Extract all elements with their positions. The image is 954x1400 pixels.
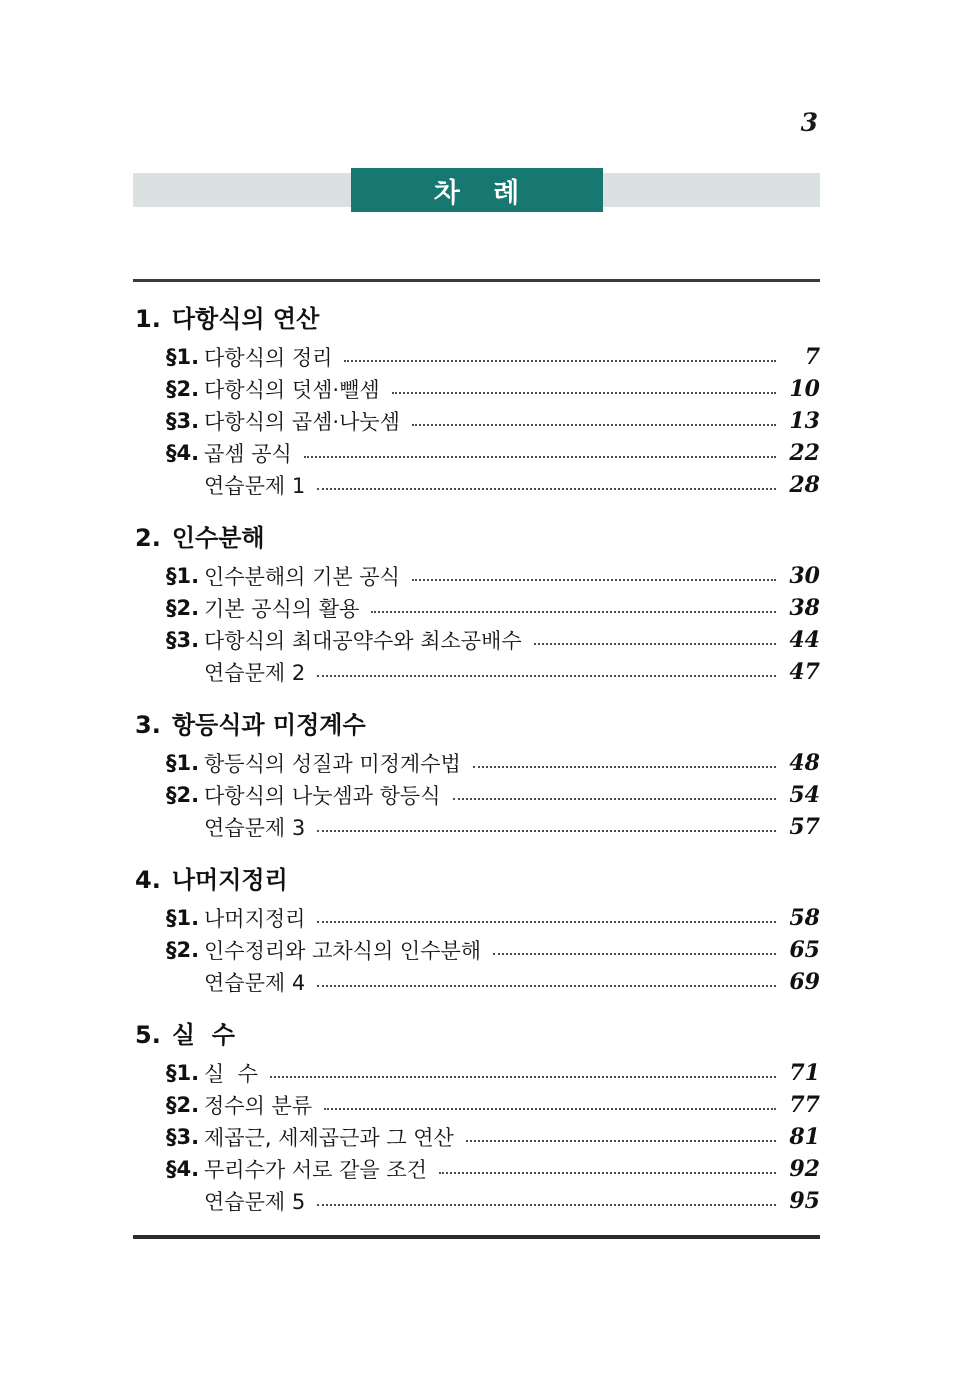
entry-page-number: 28 <box>789 472 820 498</box>
toc-entry <box>133 747 820 779</box>
entry-page-number: 7 <box>804 344 820 370</box>
leader-dots <box>534 643 776 645</box>
entry-section-symbol: §2. <box>166 377 200 401</box>
leader-dots <box>270 1076 776 1078</box>
entry-title: 다항식의 나눗셈과 항등식 <box>204 784 441 808</box>
entry-section-symbol: §4. <box>166 441 200 465</box>
entry-page-number: 48 <box>789 750 820 776</box>
leader-dots <box>317 830 776 832</box>
leader-dots <box>317 488 776 490</box>
leader-dots <box>392 392 776 394</box>
section-title: 실 수 <box>171 1021 235 1049</box>
entry-page-number: 30 <box>789 563 820 589</box>
entry-section-symbol: §1. <box>166 906 200 930</box>
entry-page-number: 92 <box>789 1156 820 1182</box>
leader-dots <box>371 611 776 613</box>
folio-page-number: 3 <box>800 108 818 137</box>
entry-section-symbol: §1. <box>166 564 200 588</box>
section-number: 4. <box>135 866 161 894</box>
toc-entry <box>133 437 820 469</box>
toc-entry <box>133 934 820 966</box>
entry-page-number: 95 <box>789 1188 820 1214</box>
leader-dots <box>412 579 776 581</box>
entry-page-number: 77 <box>789 1092 820 1118</box>
toc-entry <box>133 1121 820 1153</box>
entry-page-number: 57 <box>789 814 820 840</box>
toc-entry-exercise <box>133 469 820 501</box>
bottom-rule <box>133 1235 820 1239</box>
table-of-contents <box>133 279 820 1239</box>
section-heading <box>135 711 820 740</box>
entry-title: 연습문제 2 <box>204 661 306 685</box>
page-title: 차 례 <box>433 177 532 209</box>
leader-dots <box>412 424 776 426</box>
toc-entry <box>133 624 820 656</box>
entry-title: 다항식의 정리 <box>204 346 333 370</box>
entry-title: 기본 공식의 활용 <box>204 597 360 621</box>
entry-title: 연습문제 3 <box>204 816 306 840</box>
section-number: 5. <box>135 1021 161 1049</box>
section-title: 항등식과 미정계수 <box>171 711 366 739</box>
toc-entry <box>133 902 820 934</box>
entry-section-symbol: §1. <box>166 751 200 775</box>
section-title: 나머지정리 <box>171 866 288 894</box>
entry-title: 항등식의 성질과 미정계수법 <box>204 752 461 776</box>
entry-title: 다항식의 최대공약수와 최소공배수 <box>204 629 522 653</box>
entry-title: 인수정리와 고차식의 인수분해 <box>204 939 482 963</box>
toc-entry <box>133 341 820 373</box>
toc-entry-exercise <box>133 966 820 998</box>
section-title: 인수분해 <box>171 524 265 552</box>
entry-title: 정수의 분류 <box>204 1094 313 1118</box>
section-heading <box>135 1021 820 1050</box>
entry-section-symbol: §1. <box>166 345 200 369</box>
entry-page-number: 38 <box>789 595 820 621</box>
entry-title: 실 수 <box>204 1062 258 1086</box>
leader-dots <box>453 798 777 800</box>
leader-dots <box>324 1108 776 1110</box>
toc-entry <box>133 560 820 592</box>
section-heading <box>135 305 820 334</box>
entry-title: 인수분해의 기본 공식 <box>204 565 400 589</box>
leader-dots <box>473 766 776 768</box>
toc-entry <box>133 1153 820 1185</box>
section-heading <box>135 524 820 553</box>
entry-section-symbol: §2. <box>166 1093 200 1117</box>
entry-page-number: 10 <box>789 376 820 402</box>
section-number: 1. <box>135 305 161 333</box>
entry-page-number: 58 <box>789 905 820 931</box>
header-title-box <box>351 168 603 212</box>
toc-entry <box>133 373 820 405</box>
header-band <box>133 173 820 207</box>
section-title: 다항식의 연산 <box>171 305 320 333</box>
toc-entry <box>133 405 820 437</box>
entry-section-symbol: §4. <box>166 1157 200 1181</box>
section-number: 3. <box>135 711 161 739</box>
entry-title: 곱셈 공식 <box>204 442 292 466</box>
entry-section-symbol: §1. <box>166 1061 200 1085</box>
toc-entry-exercise <box>133 811 820 843</box>
entry-section-symbol: §3. <box>166 1125 200 1149</box>
entry-title: 연습문제 4 <box>204 971 306 995</box>
toc-entry-exercise <box>133 1185 820 1217</box>
entry-title: 무리수가 서로 같을 조건 <box>204 1158 427 1182</box>
entry-page-number: 44 <box>789 627 820 653</box>
entry-section-symbol: §2. <box>166 596 200 620</box>
leader-dots <box>304 456 776 458</box>
leader-dots <box>493 953 776 955</box>
entry-page-number: 71 <box>789 1060 820 1086</box>
entry-page-number: 47 <box>789 659 820 685</box>
entry-title: 다항식의 덧셈·뺄셈 <box>204 378 380 402</box>
top-rule <box>133 279 820 282</box>
entry-page-number: 54 <box>789 782 820 808</box>
leader-dots <box>317 921 776 923</box>
leader-dots <box>439 1172 776 1174</box>
toc-entry <box>133 1057 820 1089</box>
entry-section-symbol: §2. <box>166 783 200 807</box>
toc-entry <box>133 779 820 811</box>
entry-title: 나머지정리 <box>204 907 306 931</box>
section-number: 2. <box>135 524 161 552</box>
entry-title: 연습문제 1 <box>204 474 306 498</box>
leader-dots <box>344 360 776 362</box>
entry-section-symbol: §3. <box>166 409 200 433</box>
entry-section-symbol: §2. <box>166 938 200 962</box>
entry-title: 다항식의 곱셈·나눗셈 <box>204 410 400 434</box>
entry-page-number: 13 <box>789 408 820 434</box>
entry-page-number: 22 <box>789 440 820 466</box>
section-heading <box>135 866 820 895</box>
entry-title: 제곱근, 세제곱근과 그 연산 <box>204 1126 454 1150</box>
entry-page-number: 81 <box>789 1124 820 1150</box>
toc-entry <box>133 592 820 624</box>
leader-dots <box>317 675 776 677</box>
entry-section-symbol: §3. <box>166 628 200 652</box>
entry-page-number: 65 <box>789 937 820 963</box>
entry-title: 연습문제 5 <box>204 1190 306 1214</box>
leader-dots <box>317 1204 776 1206</box>
toc-entry <box>133 1089 820 1121</box>
leader-dots <box>317 985 776 987</box>
leader-dots <box>466 1140 776 1142</box>
toc-entry-exercise <box>133 656 820 688</box>
entry-page-number: 69 <box>789 969 820 995</box>
